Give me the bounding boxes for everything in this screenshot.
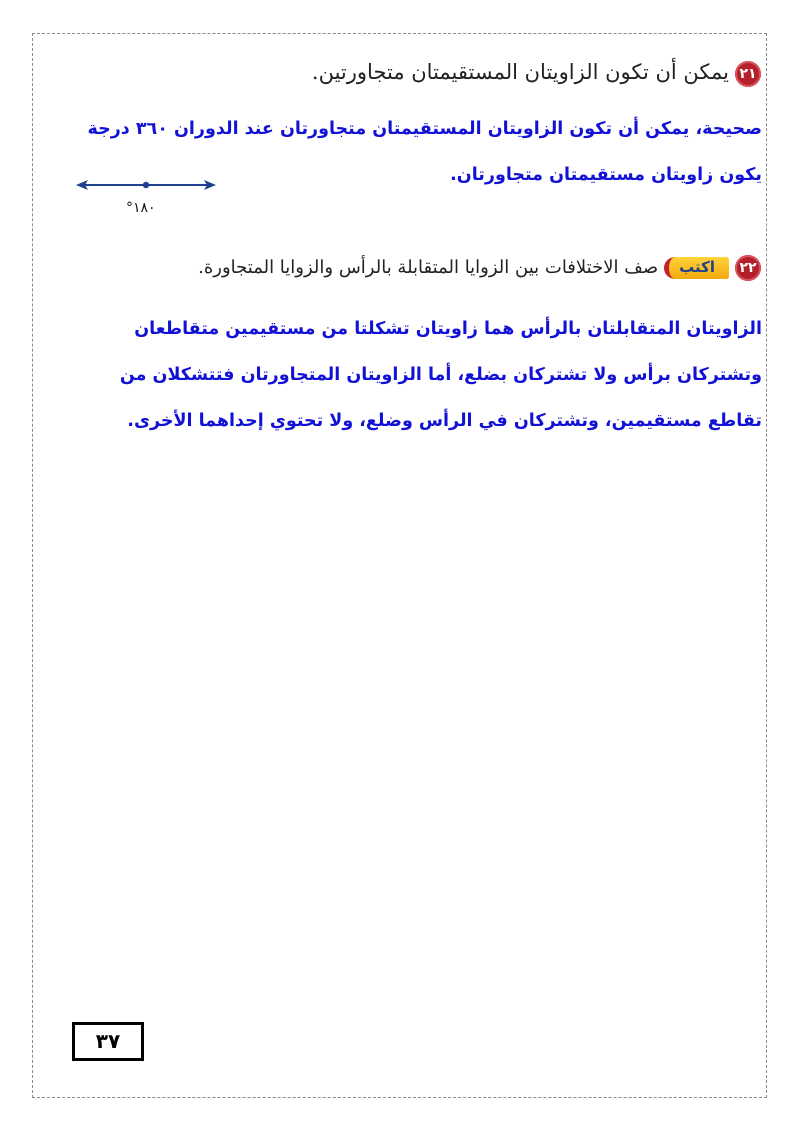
question-22: [198, 255, 761, 281]
page-number: ٣٧: [72, 1022, 144, 1061]
write-badge: اكتب: [664, 257, 729, 279]
question-number-badge: ٢٢: [735, 255, 761, 281]
angle-label: °١٨٠: [126, 200, 156, 216]
answer-22: الزاويتان المتقابلتان بالرأس هما زاويتان تشكلتا من مستقيمين متقاطعان وتشتركان برأس ولا تشتركان بضلع، أما الزاويتان المتجاورتان فتتشكلان من تقاطع مستقيمين، وتشتركان في الرأس وضلع، ولا تحتوي إحداهما الأخرى.: [119, 319, 762, 431]
question-21: [312, 60, 761, 87]
question-number-badge: ٢١: [735, 61, 761, 87]
answer-21: صحيحة، يمكن أن تكون الزاويتان المستقيمتان متجاورتان عند الدوران ٣٦٠ درجة يكون زاويتان مستقيمتان متجاورتان.: [87, 119, 762, 185]
question-22-prompt: صف الاختلافات بين الزوايا المتقابلة بالرأس والزوايا المتجاورة.: [198, 257, 659, 278]
straight-angle-diagram: [74, 172, 224, 222]
vertex-point: [143, 182, 149, 188]
question-21-prompt: يمكن أن تكون الزاويتان المستقيمتان متجاورتين.: [311, 60, 729, 84]
